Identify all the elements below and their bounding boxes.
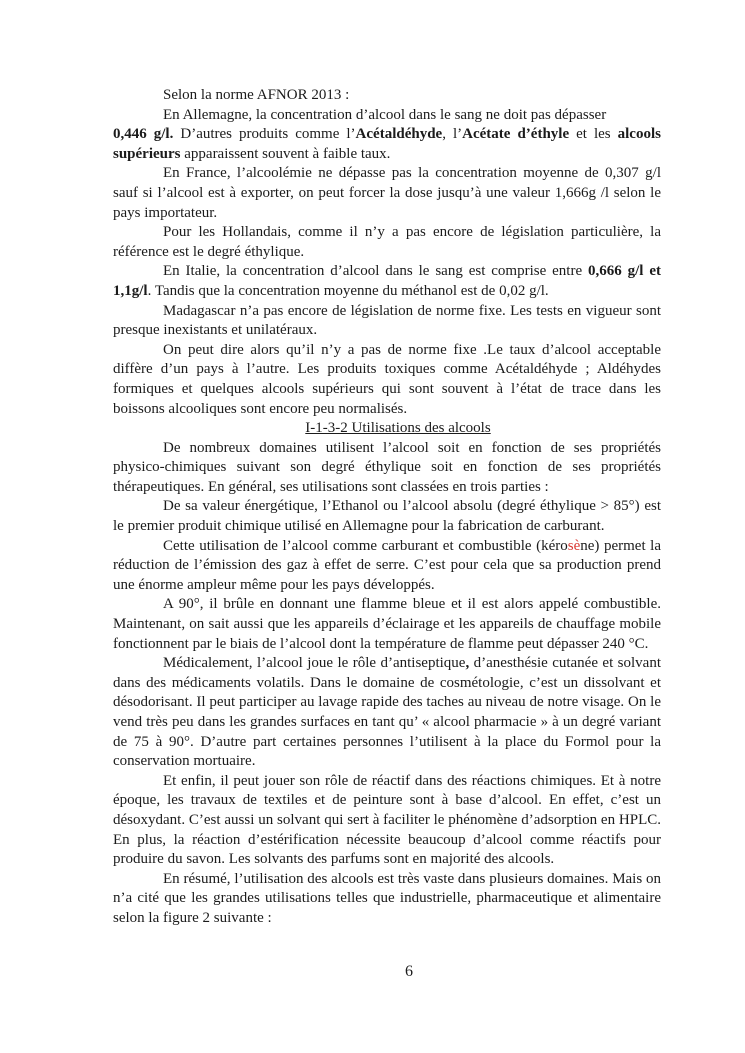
paragraph xyxy=(113,537,661,596)
text-run: On peut dire alors qu’il n’y a pas de norme fixe .Le taux d’alcool acceptable diffère d’un pays à l’autre. Les produits toxiques comme Acétaldéhyde ; Aldéhydes formiques et quelques alcools supérieurs qui sont souvent à l’état de trace dans les boissons alcooliques sont encore peu normalisés. xyxy=(113,341,661,417)
paragraph xyxy=(113,595,661,654)
section-heading xyxy=(113,419,661,439)
paragraph xyxy=(113,497,661,536)
text-run: En résumé, l’utilisation des alcools est très vaste dans plusieurs domaines. Mais on n’a cité que les grandes utilisations telles que industrielle, pharmaceutique et alimentaire selon la figure 2 suivante : xyxy=(113,870,661,926)
page-number: 6 xyxy=(405,963,413,980)
paragraph xyxy=(113,302,661,341)
paragraph xyxy=(113,654,661,772)
text-run: Cette utilisation de l’alcool comme carburant et combustible (kéro xyxy=(163,537,568,554)
text-run: Madagascar n’a pas encore de législation de norme fixe. Les tests en vigueur sont presque inexistants et unilatéraux. xyxy=(113,302,661,339)
text-run: , l’ xyxy=(442,126,463,143)
paragraph xyxy=(113,262,661,301)
text-run: De sa valeur énergétique, l’Ethanol ou l’alcool absolu (degré éthylique > 85°) est le premier produit chimique utilisé en Allemagne pour la fabrication de carburant. xyxy=(113,498,661,535)
text-run: Acétaldéhyde xyxy=(355,126,443,143)
text-run: et les xyxy=(569,126,618,143)
paragraph xyxy=(113,439,661,498)
text-run: Selon la norme AFNOR 2013 : xyxy=(163,87,350,103)
paragraph xyxy=(113,106,661,165)
paragraph xyxy=(113,772,661,870)
paragraph xyxy=(113,223,661,262)
text-run: En France, l’alcoolémie ne dépasse pas la concentration moyenne de 0,307 g/l sauf si l’alcool est à exporter, on peut forcer la dose jusqu’à une valeur 1,666g /l selon le pays importateur. xyxy=(113,165,661,221)
document-body xyxy=(113,86,661,929)
text-run: A 90°, il brûle en donnant une flamme bleue et il est alors appelé combustible. Maintenant, on sait aussi que les appareils d’éclairage et les appareils de chauffage mobile fonctionnent par le biais de l’alcool dont la température de flamme peut dépasser 240 °C. xyxy=(113,596,661,652)
text-run: D’autres produits comme l’ xyxy=(173,126,356,143)
text-run: , xyxy=(465,655,470,672)
paragraph xyxy=(113,86,661,106)
text-run: apparaissent souvent à faible taux. xyxy=(180,145,391,162)
text-run: En Italie, la concentration d’alcool dans le sang est comprise entre xyxy=(163,263,588,280)
text-run: 0,446 g/l. xyxy=(113,126,174,143)
text-run: Acétate d’éthyle xyxy=(462,126,570,143)
text-run: De nombreux domaines utilisent l’alcool soit en fonction de ses propriétés physico-chimiques suivant son degré éthylique soit en fonction de ses propriétés thérapeutiques. En général, ses utilisations sont classées en trois parties : xyxy=(113,439,661,495)
text-run: Médicalement, l’alcool joue le rôle d’antiseptique xyxy=(163,655,466,672)
text-run: En Allemagne, la concentration d’alcool dans le sang ne doit pas dépasser xyxy=(163,106,607,123)
text-run: alcools supérieurs xyxy=(113,126,661,162)
paragraph xyxy=(113,341,661,419)
paragraph xyxy=(113,164,661,223)
text-run: sè xyxy=(567,537,581,554)
text-run: I-1-3-2 Utilisations des alcools xyxy=(305,420,491,437)
paragraph xyxy=(113,870,661,929)
text-run: ne) permet la réduction de l’émission des gaz à effet de serre. C’est pour cela que sa production prend une énorme ampleur même pour les pays développés. xyxy=(113,537,662,593)
text-run: Pour les Hollandais, comme il n’y a pas encore de législation particulière, la référence est le degré éthylique. xyxy=(113,224,661,260)
text-run: . Tandis que la concentration moyenne du méthanol est de 0,02 g/l. xyxy=(147,282,549,299)
text-run: Et enfin, il peut jouer son rôle de réactif dans des réactions chimiques. Et à notre époque, les travaux de textiles et de peinture sont à base d’alcool. En effet, c’est un désoxydant. C’est aussi un solvant qui sert à faciliter le phénomène d’adsorption en HPLC. En plus, la réaction d’estérification nécessite beaucoup d’alcool comme réactifs pour produire du savon. Les solvants des parfums sont en majorité des alcools. xyxy=(113,772,661,868)
text-run: 0,666 g/l et 1,1g/l xyxy=(113,263,661,299)
text-run: d’anesthésie cutanée et solvant dans des médicaments volatils. Dans le domaine de cosmétologie, c’est un dissolvant et désodorisant. Il peut participer au lavage rapide des taches au niveau de notre visage. On le vend très peu dans les grandes surfaces en tant qu’ « alcool pharmacie » à un degré variant de 75 à 90°. D’autre part certaines personnes l’utilisent à la place du Formol pour la conservation mortuaire. xyxy=(113,655,662,770)
